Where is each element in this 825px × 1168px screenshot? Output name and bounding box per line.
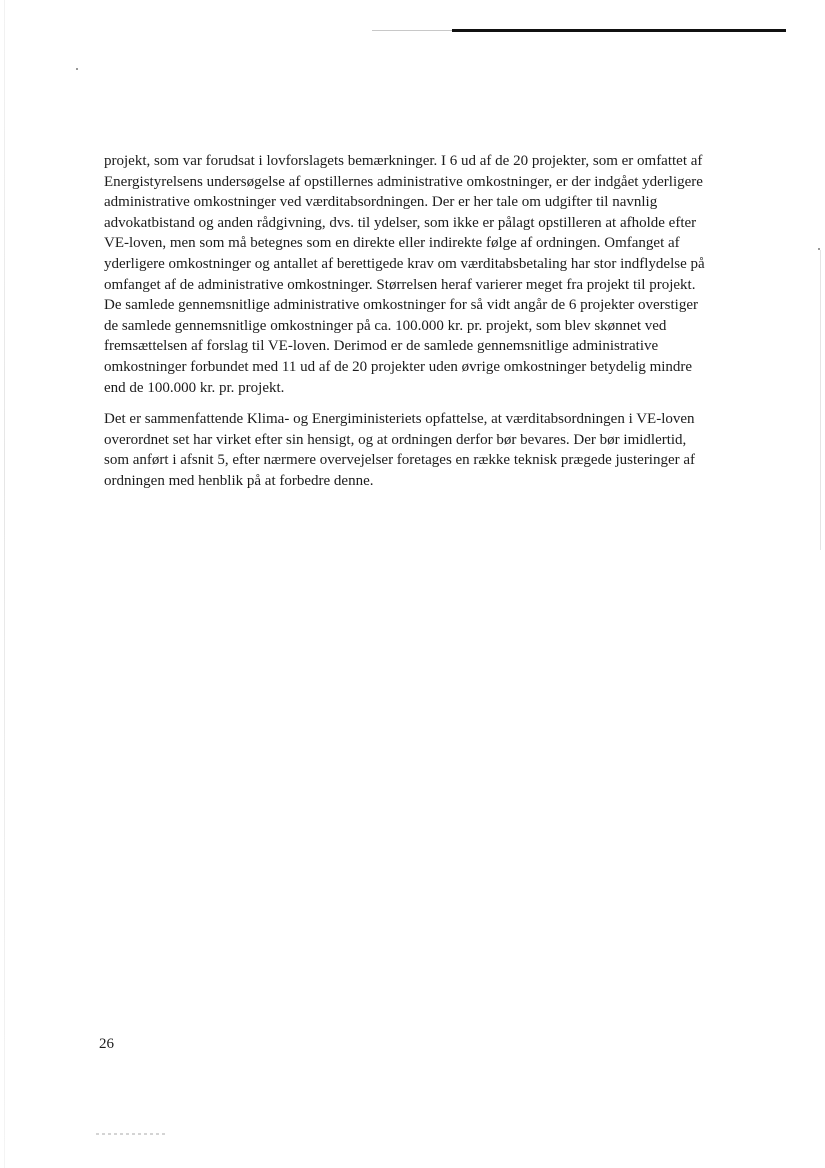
text-line: Det er sammenfattende Klima- og Energiministeriets opfattelse, at værditabsordningen i VE-loven xyxy=(104,411,695,428)
text-line: yderligere omkostninger og antallet af berettigede krav om værditabsbetaling har stor indflydelse på xyxy=(104,255,705,272)
text-line: advokatbistand og anden rådgivning, dvs. til ydelser, som ikke er pålagt opstilleren at afholde efter xyxy=(104,214,697,231)
text-line: Energistyrelsens undersøgelse af opstillernes administrative omkostninger, er der indgået yderligere xyxy=(104,173,703,190)
text-line: omfanget af de administrative omkostninger. Størrelsen heraf varierer meget fra projekt til projekt. xyxy=(104,276,696,293)
text-line: ordningen med henblik på at forbedre denne. xyxy=(104,472,374,489)
scan-footer-smudge xyxy=(96,1133,168,1135)
text-line: de samlede gennemsnitlige omkostninger på ca. 100.000 kr. pr. projekt, som blev skønnet ved xyxy=(104,317,667,334)
text-line: fremsættelsen af forslag til VE-loven. Derimod er de samlede gennemsnitlige administrative xyxy=(104,338,659,355)
text-line: projekt, som var forudsat i lovforslagets bemærkninger. I 6 ud af de 20 projekter, som er omfattet af xyxy=(104,153,703,169)
paragraph-2 xyxy=(104,409,744,491)
scan-right-edge xyxy=(820,250,821,550)
text-line: administrative omkostninger ved værditabsordningen. Der er her tale om udgifter til navnlig xyxy=(104,194,658,211)
page-number: 26 xyxy=(99,1036,114,1052)
header-rule xyxy=(452,29,786,32)
text-line: overordnet set har virket efter sin hensigt, og at ordningen derfor bør bevares. Der bør imidlertid, xyxy=(104,431,687,448)
scan-left-edge xyxy=(4,0,5,1168)
body-text xyxy=(104,151,744,503)
paragraph-1 xyxy=(104,151,744,398)
header-rule-faint xyxy=(372,30,452,31)
text-line: som anført i afsnit 5, efter nærmere overvejelser foretages en række teknisk prægede justeringer af xyxy=(104,452,696,469)
scan-speck xyxy=(76,68,78,70)
text-line: De samlede gennemsnitlige administrative omkostninger for så vidt angår de 6 projekter overstiger xyxy=(104,297,698,314)
text-line: omkostninger forbundet med 11 ud af de 20 projekter uden øvrige omkostninger betydelig mindre xyxy=(104,358,693,375)
text-line: end de 100.000 kr. pr. projekt. xyxy=(104,379,285,396)
text-line: VE-loven, men som må betegnes som en direkte eller indirekte følge af ordningen. Omfanget af xyxy=(104,235,680,252)
scan-speck xyxy=(818,248,820,250)
